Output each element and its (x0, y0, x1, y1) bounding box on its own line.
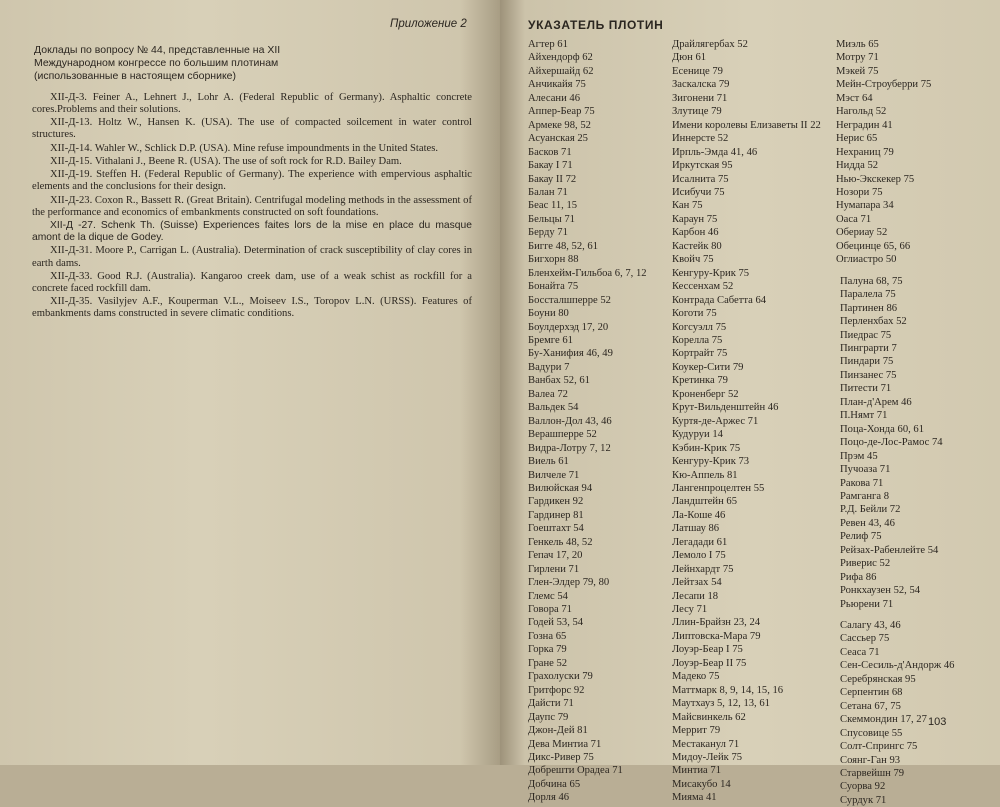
index-entry: План-д'Арем 46 (840, 396, 912, 408)
index-entry: Есенице 79 (672, 65, 723, 77)
index-entry: Сурдук 71 (840, 794, 887, 806)
index-entry: Кессенхам 52 (672, 281, 734, 293)
index-entry: Куртя-де-Аржес 71 (672, 415, 759, 427)
index-entry: Балан 71 (528, 186, 568, 198)
index-group-p-r (836, 275, 954, 611)
index-entry: Гозна 65 (528, 630, 567, 642)
heading-line: Доклады по вопросу № 44, представленные на XII (34, 44, 281, 56)
index-entry: Гоештахт 54 (528, 523, 584, 535)
index-entry: Маутхауз 5, 12, 13, 61 (672, 698, 770, 710)
index-entry: Рейзах-Рабенлейте 54 (840, 544, 939, 556)
index-entry: Лесапи 18 (672, 590, 719, 602)
index-entry: Корелла 75 (672, 334, 723, 346)
index-entry: Джон-Дей 81 (528, 725, 588, 737)
report-entry: XII-Д-35. Vasilyjev A.F., Kouperman V.L., Moiseev I.S., Toropov L.N. (URSS). Features of embankments dams constructed in severe climatic conditions. (32, 296, 472, 320)
index-entry: Пинзанес 75 (840, 369, 897, 381)
heading-line: Международном конгрессе по большим плотинам (34, 57, 279, 69)
running-head: Приложение 2 (390, 18, 467, 30)
index-entry: Риверис 52 (840, 558, 891, 570)
index-entry: Ландштейн 65 (672, 496, 738, 508)
index-entry: Ванбах 52, 61 (528, 375, 590, 387)
index-entry: Нерис 65 (836, 133, 878, 145)
index-entry: Лоуэр-Беар I 75 (672, 644, 743, 656)
index-entry: Исалнита 75 (672, 173, 729, 185)
index-title: УКАЗАТЕЛЬ ПЛОТИН (528, 18, 664, 32)
index-entry: Прэм 45 (840, 450, 878, 462)
index-entry: Суорва 92 (840, 781, 886, 793)
index-entry: Дюн 61 (672, 52, 707, 64)
index-entry: Кортрайт 75 (672, 348, 728, 360)
index-entry: Гране 52 (528, 657, 568, 669)
index-entry: Мидоу-Лейк 75 (672, 752, 743, 764)
index-entry: Нозори 75 (836, 186, 883, 198)
index-entry: Добчина 65 (528, 778, 581, 790)
group-gap (836, 611, 954, 619)
index-entry: Рьюрени 71 (840, 598, 894, 610)
index-entry: Берду 71 (528, 227, 568, 239)
index-entry: Вадури 7 (528, 361, 570, 373)
index-entry: Бигхорн 88 (528, 254, 579, 266)
index-entry: Сетана 67, 75 (840, 700, 901, 712)
heading-line: (использованные в настоящем сборнике) (34, 70, 236, 82)
index-entry: Салагу 43, 46 (840, 620, 901, 632)
index-entry: Питести 71 (840, 383, 892, 395)
index-entry: Старвейшн 79 (840, 768, 905, 780)
index-entry: Мэст 64 (836, 92, 873, 104)
index-entry: Мисакубо 14 (672, 778, 731, 790)
index-entry: Годей 53, 54 (528, 617, 584, 629)
index-entry: Обериау 52 (836, 227, 888, 239)
index-entry: Лейтзах 54 (672, 577, 722, 589)
index-entry: Пучоаза 71 (840, 464, 891, 476)
index-entry: Солт-Спрингс 75 (840, 741, 918, 753)
index-entry: Соянг-Ган 93 (840, 754, 901, 766)
left-page (0, 0, 500, 765)
index-entry: Асуанская 25 (528, 133, 588, 145)
index-entry: Кретинка 79 (672, 375, 728, 387)
index-entry: Бакау I 71 (528, 160, 573, 172)
index-entry: Релиф 75 (840, 531, 882, 543)
index-entry: Обецинце 65, 66 (836, 240, 911, 252)
index-entry: Караун 75 (672, 213, 718, 225)
index-entry: Пиндари 75 (840, 356, 894, 368)
index-group-m-o (836, 38, 954, 267)
index-entry: Грахолуски 79 (528, 671, 593, 683)
index-entry: Бакау II 72 (528, 173, 577, 185)
index-entry: Даупс 79 (528, 711, 569, 723)
index-entry: Айхершайд 62 (528, 65, 594, 77)
index-entry: Ревен 43, 46 (840, 517, 895, 529)
index-entry: Мэкей 75 (836, 65, 879, 77)
index-entry: Квойч 75 (672, 254, 714, 266)
index-column-2 (672, 38, 821, 805)
index-entry: Ронкхаузен 52, 54 (840, 585, 921, 597)
index-entry: Липтовска-Мара 79 (672, 630, 761, 642)
report-entry: XII-Д-15. Vithalani J., Beene R. (USA). The use of soft rock for R.D. Bailey Dam. (50, 156, 402, 168)
index-entry: Кастейк 80 (672, 240, 722, 252)
index-entry: Легадади 61 (672, 536, 728, 548)
index-entry: Виель 61 (528, 456, 569, 468)
index-entry: Боулдерхэд 17, 20 (528, 321, 609, 333)
index-entry: Алесани 46 (528, 92, 581, 104)
index-entry: Бонайта 75 (528, 281, 579, 293)
index-entry: Пинграрти 7 (840, 342, 897, 354)
index-entry: Лемоло I 75 (672, 550, 726, 562)
index-entry: Мейн-Строуберри 75 (836, 79, 932, 91)
index-entry: Коготи 75 (672, 308, 717, 320)
index-entry: Валеа 72 (528, 388, 568, 400)
index-entry: Спусовице 55 (840, 727, 903, 739)
index-entry: Злутице 79 (672, 106, 722, 118)
index-entry: Оаса 71 (836, 213, 872, 225)
index-entry: Заскалска 79 (672, 79, 730, 91)
index-entry: Пиедрас 75 (840, 329, 892, 341)
index-entry: Видра-Лотру 7, 12 (528, 442, 611, 454)
index-entry: Беас 11, 15 (528, 200, 578, 212)
index-entry: Лесу 71 (672, 604, 708, 616)
index-entry: Генкель 48, 52 (528, 536, 593, 548)
index-entry: Местаканул 71 (672, 738, 740, 750)
index-entry: Глен-Элдер 79, 80 (528, 577, 610, 589)
index-entry: Майсвинкель 62 (672, 711, 746, 723)
index-entry: Дорля 46 (528, 792, 570, 804)
index-entry: Поца-Хонда 60, 61 (840, 423, 925, 435)
report-entry: XII-Д-33. Good R.J. (Australia). Kangaroo creek dam, use of a weak schist as rockfill for a concrete faced rockfill dam. (32, 270, 472, 294)
reports-list (32, 92, 472, 322)
index-entry: Бельцы 71 (528, 213, 575, 225)
index-entry: Неградин 41 (836, 119, 893, 131)
index-entry: Серебрянская 95 (840, 673, 916, 685)
index-entry: Паралела 75 (840, 289, 896, 301)
index-entry: Гардинер 81 (528, 509, 584, 521)
index-entry: Нагольд 52 (836, 106, 887, 118)
index-entry: Зигонени 71 (672, 92, 728, 104)
index-entry: Драйлягербах 52 (672, 39, 748, 50)
index-entry: Боссталшперре 52 (528, 294, 611, 306)
index-entry: Латшау 86 (672, 523, 720, 535)
index-entry: Гритфорс 92 (528, 684, 585, 696)
reports-heading (34, 44, 474, 83)
index-entry: Глемс 54 (528, 590, 568, 602)
index-entry: Кэбин-Крик 75 (672, 442, 741, 454)
index-entry: Дикс-Ривер 75 (528, 752, 594, 764)
index-entry: Говора 71 (528, 604, 572, 616)
index-entry: Горка 79 (528, 644, 567, 656)
index-entry: Гирлени 71 (528, 563, 580, 575)
index-entry: Бремге 61 (528, 334, 573, 346)
report-entry: XII-Д-14. Wahler W., Schlick D.P. (USA). Mine refuse impoundments in the United States. (50, 142, 438, 154)
index-entry: Иннерсте 52 (672, 133, 729, 145)
report-entry: XII-Д-3. Feiner A., Lehnert J., Lohr A. (Federal Republic of Germany). Asphaltic concrete cores.Problems and their solutions. (32, 92, 472, 116)
index-entry: Маттмарк 8, 9, 14, 15, 16 (672, 684, 784, 696)
index-entry: Рифа 86 (840, 571, 877, 583)
index-entry: Ракова 71 (840, 477, 884, 489)
index-entry: Анчикайя 75 (528, 79, 586, 91)
index-entry: Боуни 80 (528, 308, 569, 320)
index-entry: Сен-Сесиль-д'Андорж 46 (840, 660, 955, 672)
index-entry: Минтиа 71 (672, 765, 722, 777)
index-entry: Лоуэр-Беар II 75 (672, 657, 747, 669)
index-entry: Кудуруи 14 (672, 429, 723, 441)
index-entry: Кенгуру-Крик 75 (672, 267, 750, 279)
index-entry: Карбон 46 (672, 227, 719, 239)
index-column-3 (836, 38, 954, 807)
index-entry: Лейнхардт 75 (672, 563, 734, 575)
index-entry: Миэль 65 (836, 39, 879, 50)
index-entry: Мадеко 75 (672, 671, 720, 683)
index-entry: Когсуэлл 75 (672, 321, 727, 333)
index-entry: Иркутская 95 (672, 160, 733, 172)
report-entry: XII-Д-19. Steffen H. (Federal Republic of Germany). The experience with empervious asphaltic elements and the conclusions for their design. (32, 169, 472, 193)
index-entry: Агтер 61 (528, 39, 568, 50)
index-entry: Кроненберг 52 (672, 388, 739, 400)
index-entry: Рамганга 8 (840, 490, 890, 502)
index-entry: Аппер-Беар 75 (528, 106, 595, 118)
index-entry: Дева Минтиа 71 (528, 738, 602, 750)
index-group-s (836, 619, 954, 807)
index-entry: Мотру 71 (836, 52, 879, 64)
report-entry: XII-Д-23. Coxon R., Bassett R. (Great Britain). Centrifugal modeling methods in the assessment of the performance and economics of embankments constructed on soft foundations. (32, 194, 472, 218)
page-number: 103 (928, 716, 947, 728)
index-entry: Нумапара 34 (836, 200, 894, 212)
index-entry: Айхендорф 62 (528, 52, 593, 64)
index-entry: П.Нямт 71 (840, 410, 888, 422)
index-entry: Имени королевы Елизаветы II 22 (672, 119, 821, 131)
report-entry: XII-Д -27. Schenk Th. (Suisse) Experiences faites lors de la mise en place du masque amont de la dique de Godey. (32, 220, 472, 244)
index-entry: Валлон-Дол 43, 46 (528, 415, 612, 427)
index-entry: Нидда 52 (836, 160, 879, 172)
index-entry: Коукер-Сити 79 (672, 361, 744, 373)
index-entry: Палуна 68, 75 (840, 275, 903, 287)
index-entry: Лангенпроцелтен 55 (672, 482, 765, 494)
index-entry: Партинен 86 (840, 302, 898, 314)
index-entry: Басков 71 (528, 146, 572, 158)
index-entry: Мияма 41 (672, 792, 717, 804)
index-entry: Нью-Экскекер 75 (836, 173, 915, 185)
index-entry: Бленхейм-Гильбоа 6, 7, 12 (528, 267, 647, 279)
index-entry: Кан 75 (672, 200, 703, 212)
index-entry: Добрешти Орадеа 71 (528, 765, 623, 777)
index-entry: Гардикен 92 (528, 496, 584, 508)
group-gap (836, 267, 954, 275)
index-entry: Дайсти 71 (528, 698, 574, 710)
index-entry: Верашперре 52 (528, 429, 597, 441)
report-entry: XII-Д-13. Holtz W., Hansen K. (USA). The use of compacted soilcement in water control structures. (32, 117, 472, 141)
index-entry: Нехраниц 79 (836, 146, 894, 158)
index-entry: Исибучи 75 (672, 186, 725, 198)
index-entry: Перленхбах 52 (840, 316, 907, 328)
index-entry: Кю-Аппель 81 (672, 469, 738, 481)
index-entry: Гепач 17, 20 (528, 550, 583, 562)
index-entry: Поцо-де-Лос-Рамос 74 (840, 437, 943, 449)
index-entry: Меррит 79 (672, 725, 721, 737)
index-entry: Армеке 98, 52 (528, 119, 591, 131)
index-entry: Ирпль-Эмда 41, 46 (672, 146, 758, 158)
index-entry: Р.Д. Бейли 72 (840, 504, 901, 516)
index-entry: Кенгуру-Крик 73 (672, 456, 750, 468)
index-entry: Вальдек 54 (528, 402, 579, 414)
index-entry: Вилюйская 94 (528, 482, 593, 494)
index-entry: Сассьер 75 (840, 633, 890, 645)
index-entry: Ллин-Брайзн 23, 24 (672, 617, 761, 629)
index-entry: Бигге 48, 52, 61 (528, 240, 599, 252)
index-entry: Скеммондин 17, 27 (840, 714, 927, 726)
index-entry: Серпентин 68 (840, 687, 903, 699)
index-entry: Оглиастро 50 (836, 254, 897, 266)
index-entry: Крут-Вильденштейн 46 (672, 402, 779, 414)
index-entry: Контрада Сабетта 64 (672, 294, 767, 306)
index-entry: Бу-Ханифия 46, 49 (528, 348, 613, 360)
index-column-1 (528, 38, 647, 805)
index-entry: Сеаса 71 (840, 646, 880, 658)
index-entry: Ла-Коше 46 (672, 509, 726, 521)
index-entry: Вилчеле 71 (528, 469, 580, 481)
report-entry: XII-Д-31. Moore P., Carrigan L. (Australia). Determination of crack susceptibility of clay cores in earth dams. (32, 245, 472, 269)
